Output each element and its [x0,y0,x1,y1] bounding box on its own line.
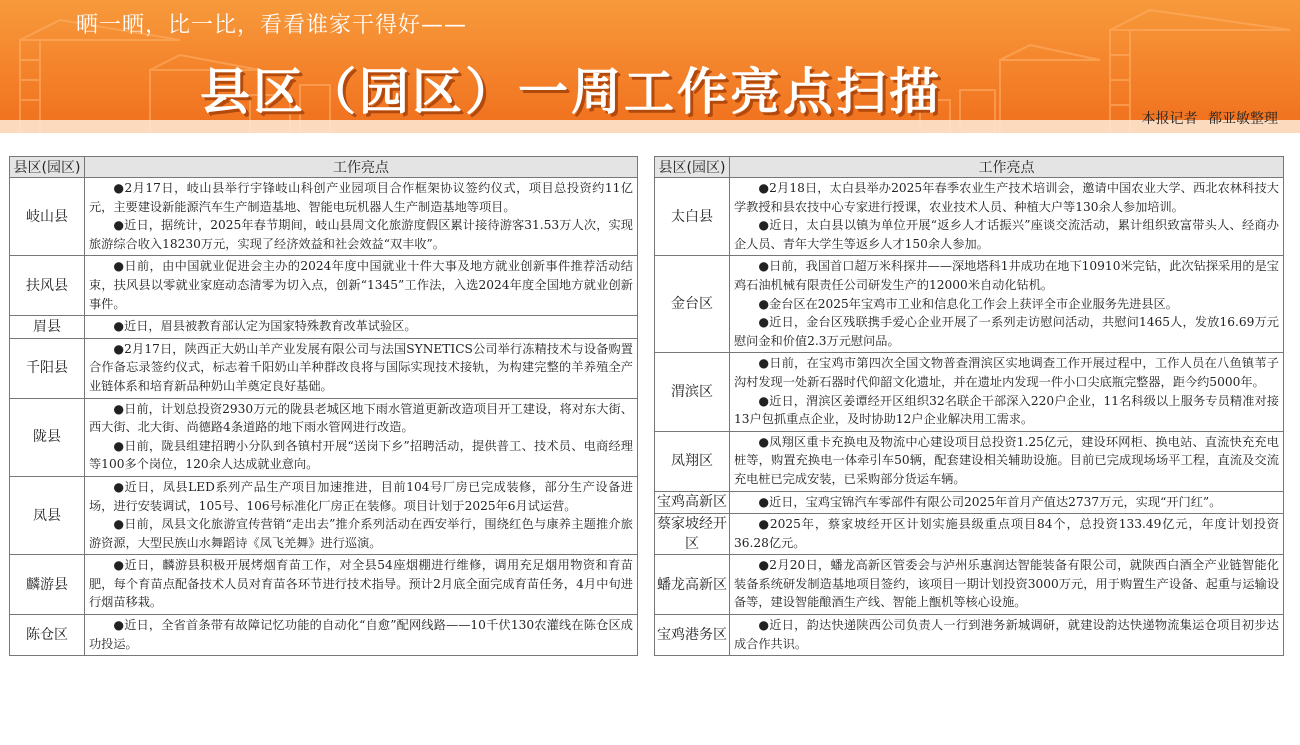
highlight-item: ●近日，麟游县积极开展烤烟育苗工作，对全县54座烟棚进行维修，调用充足烟用物资和育苗肥，每个育苗点配备技术人员对育苗各环节进行技术指导。预计2月底全面完成育苗任务，4月中旬进行烟苗移栽。 [89,558,633,610]
highlight-item: ●日前，在宝鸡市第四次全国文物普查渭滨区实地调查工作开展过程中，工作人员在八鱼镇苇子沟村发现一处新石器时代仰韶文化遗址，并在遗址内发现一件小口尖底瓶完整器，距今约5000年。 [734,356,1279,389]
highlight-item: ●2025年，蔡家坡经开区计划实施县级重点项目84个，总投资133.49亿元，年度计划投资36.28亿元。 [734,517,1279,550]
table-row [655,491,1284,514]
district-name: 陇县 [10,398,85,476]
column-header-highlights: 工作亮点 [730,157,1284,178]
table-row [10,256,638,316]
left-highlights-table [9,156,638,656]
highlight-cell [85,555,638,615]
column-header-highlights: 工作亮点 [85,157,638,178]
table-row [655,555,1284,615]
highlight-item: ●日前，由中国就业促进会主办的2024年度中国就业十件大事及地方就业创新事件推荐活动结束，扶风县以零就业家庭动态清零为切入点，创新“1345”工作法，入选2024年度全国地方就业创新事件。 [89,259,633,311]
left-table-panel [9,156,638,656]
district-name: 蔡家坡经开区 [655,514,730,555]
left-table-body [10,178,638,656]
highlight-cell [730,353,1284,431]
header-slogan: 晒一晒，比一比，看看谁家干得好—— [76,13,468,38]
highlight-item: ●金台区在2025年宝鸡市工业和信息化工作会上获评全市企业服务先进县区。 [758,296,1178,311]
highlight-item: ●2月17日，陕西正大奶山羊产业发展有限公司与法国SYNETICS公司举行冻精技术与设备购置合作备忘录签约仪式，标志着千阳奶山羊种群改良将与国际实现技术接轨，为构建完整的羊养殖全产业链体系和培育新品种奶山羊奠定良好基础。 [89,341,633,393]
table-row [655,615,1284,656]
byline-reporter: 都亚敏 [1208,111,1250,127]
page-title: 县区（园区）一周工作亮点扫描 [200,63,942,121]
highlight-item: ●近日，宝鸡宝锦汽车零部件有限公司2025年首月产值达2737万元，实现“开门红”。 [758,494,1222,509]
highlight-cell [85,338,638,398]
right-highlights-table [654,156,1284,656]
highlight-cell [85,398,638,476]
highlight-item: ●2月17日，岐山县举行宇锋岐山科创产业园项目合作框架协议签约仪式，项目总投资约11亿元，主要建设新能源汽车生产制造基地、智能电玩机器人生产制造基地等项目。 [89,181,633,214]
district-name: 渭滨区 [655,353,730,431]
byline [1142,108,1278,128]
byline-suffix: 整理 [1250,111,1278,127]
table-header-row [655,157,1284,178]
table-row [10,338,638,398]
header-banner [0,0,1300,133]
table-row [10,555,638,615]
district-name: 千阳县 [10,338,85,398]
highlight-item: ●日前，凤县文化旅游宣传营销“走出去”推介系列活动在西安举行，围绕红色与康养主题推介旅游资源，大型民族山水舞蹈诗《凤飞羌舞》进行巡演。 [89,517,633,550]
district-name: 麟游县 [10,555,85,615]
district-name: 宝鸡港务区 [655,615,730,656]
highlight-item: ●日前，陇县组建招聘小分队到各镇村开展“送岗下乡”招聘活动，提供普工、技术员、电商经理等100多个岗位，120余人达成就业意向。 [89,438,633,472]
highlight-cell [730,431,1284,491]
highlight-item: ●近日，凤县LED系列产品生产项目加速推进，目前104号厂房已完成装修，部分生产设备进场，进行安装调试，105号、106号标准化厂房正在装修。项目计划于2025年6月试运营。 [89,479,633,513]
highlight-item: ●日前，计划总投资2930万元的陇县老城区地下雨水管道更新改造项目开工建设，将对东大街、西大街、北大街、尚德路4条道路的地下雨水管网进行改造。 [89,401,633,435]
highlight-item: ●近日，金台区残联携手爱心企业开展了一系列走访慰问活动，共慰问1465人，发放16.69万元慰问金和价值2.3万元慰问品。 [734,315,1279,348]
table-row [10,615,638,656]
highlight-item: ●日前，我国首口超万米科探井——深地塔科1井成功在地下10910米完钻，此次钻探采用的是宝鸡石油机械有限责任公司研发生产的12000米自动化钻机。 [734,259,1279,292]
district-name: 岐山县 [10,178,85,256]
table-row [655,178,1284,256]
highlight-cell [730,491,1284,514]
district-name: 眉县 [10,316,85,339]
highlight-cell [85,476,638,554]
highlight-cell [730,555,1284,615]
district-name: 陈仓区 [10,615,85,656]
district-name: 凤翔区 [655,431,730,491]
right-table-panel [654,156,1284,656]
highlight-cell [730,256,1284,353]
table-row [10,316,638,339]
highlight-item: ●2月18日，太白县举办2025年春季农业生产技术培训会，邀请中国农业大学、西北农林科技大学教授和县农技中心专家进行授课，农业技术人员、种植大户等130余人参加培训。 [734,181,1279,214]
highlight-cell [85,178,638,256]
district-name: 扶风县 [10,256,85,316]
column-header-district: 县区(园区) [655,157,730,178]
district-name: 金台区 [655,256,730,353]
table-row [10,476,638,554]
district-name: 宝鸡高新区 [655,491,730,514]
table-row [655,431,1284,491]
table-row [10,398,638,476]
table-row [655,514,1284,555]
right-table-body [655,178,1284,656]
highlight-item: ●近日，渭滨区姜谭经开区组织32名联企干部深入220户企业，11名科级以上服务专员精准对接13户包抓重点企业，及时协助12户企业解决用工需求。 [734,393,1279,427]
highlight-cell [85,615,638,656]
highlight-item: ●近日，韵达快递陕西公司负责人一行到港务新城调研，就建设韵达快递物流集运仓项目初步达成合作共识。 [734,618,1279,651]
district-name: 太白县 [655,178,730,256]
table-header-row [10,157,638,178]
highlight-cell [730,178,1284,256]
highlight-cell [85,316,638,339]
column-header-district: 县区(园区) [10,157,85,178]
highlight-cell [85,256,638,316]
table-row [10,178,638,256]
highlight-cell [730,615,1284,656]
table-row [655,353,1284,431]
highlight-item: ●近日，太白县以镇为单位开展“返乡人才话振兴”座谈交流活动，累计组织致富带头人、经商办企人员、青年大学生等返乡人才150余人参加。 [734,218,1279,251]
table-row [655,256,1284,353]
highlight-item: ●近日，全省首条带有故障记忆功能的自动化“自愈”配网线路——10千伏130农灌线在陈仓区成功投运。 [89,618,633,651]
district-name: 凤县 [10,476,85,554]
highlight-item: ●凤翔区重卡充换电及物流中心建设项目总投资1.25亿元，建设环网柜、换电站、直流快充充电桩等，购置充换电一体牵引车50辆，配套建设相关辅助设施。目前已完成现场场平工程，直流及交流充电桩已完成安装，已采购部分货运车辆。 [734,434,1279,486]
district-name: 蟠龙高新区 [655,555,730,615]
highlight-item: ●2月20日，蟠龙高新区管委会与泸州乐惠润达智能装备有限公司，就陕西白酒全产业链智能化装备系统研发制造基地项目签约，该项目一期计划投资3000万元，用于购置生产设备、起重与运输设备等，建设智能酿酒生产线、智能上甑机等核心设施。 [734,558,1279,610]
highlight-cell [730,514,1284,555]
highlight-item: ●近日，据统计，2025年春节期间，岐山县周文化旅游度假区累计接待游客31.53万人次，实现旅游综合收入18230万元，实现了经济效益和社会效益“双丰收”。 [89,218,633,251]
highlight-item: ●近日，眉县被教育部认定为国家特殊教育改革试验区。 [113,319,417,334]
byline-prefix: 本报记者 [1141,111,1198,127]
